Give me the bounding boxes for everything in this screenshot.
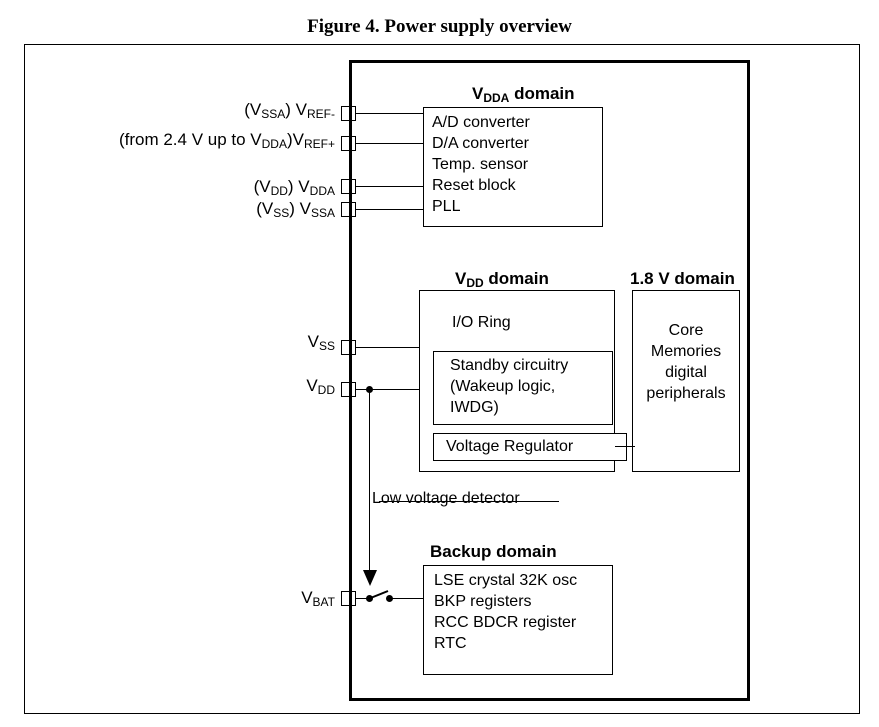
vdda-domain-contents: A/D converter D/A converter Temp. sensor Reset block PLL (432, 114, 530, 215)
figure-title: Figure 4. Power supply overview (307, 16, 572, 37)
chip-left-bus (349, 60, 352, 701)
pin-label-vdda: $(V_{DD})$ $V_{DDA}$ (253, 177, 335, 198)
wire-vref-minus (356, 113, 424, 114)
wire-vss (356, 347, 420, 348)
v18-domain-label: 1.8 V domain (630, 269, 735, 288)
vdd-domain-label: $V_{DD}$ domain (455, 269, 549, 290)
pin-label-vref-plus: (from 2.4 V up to $V_{DDA})V_{REF+}$ (118, 130, 335, 151)
wire-vdda (356, 186, 424, 187)
voltage-regulator-label: Voltage Regulator (446, 438, 574, 455)
vdda-domain-label: $V_{DDA}$ domain (472, 84, 575, 105)
backup-domain-contents: LSE crystal 32K osc BKP registers RCC BDCR register RTC (434, 572, 578, 652)
pin-label-vssa: $(V_{SS})$ $V_{SSA}$ (256, 199, 335, 220)
wire-vbat-to-backup (390, 598, 424, 599)
pin-label-vss: $V_{SS}$ (307, 332, 335, 353)
pin-label-vdd: $V_{DD}$ (306, 376, 335, 397)
wire-regulator-to-core (615, 446, 635, 447)
wire-lvd-vertical (369, 389, 370, 579)
core-block-label: Core Memories digital peripherals (646, 322, 726, 402)
switch-lever (366, 580, 402, 606)
standby-circuitry-label: Standby circuitry (Wakeup logic, IWDG) (450, 357, 569, 416)
io-ring-label: I/O Ring (452, 314, 511, 331)
pin-label-vbat: $V_{BAT}$ (301, 588, 335, 609)
wire-lvd-underline (379, 501, 559, 502)
wire-vssa (356, 209, 424, 210)
wire-vref-plus (356, 143, 424, 144)
low-voltage-detector-label: Low voltage detector (372, 490, 520, 507)
backup-domain-label: Backup domain (430, 542, 557, 561)
pin-label-vref-minus: $(V_{SSA})$ $V_{REF-}$ (244, 100, 335, 121)
